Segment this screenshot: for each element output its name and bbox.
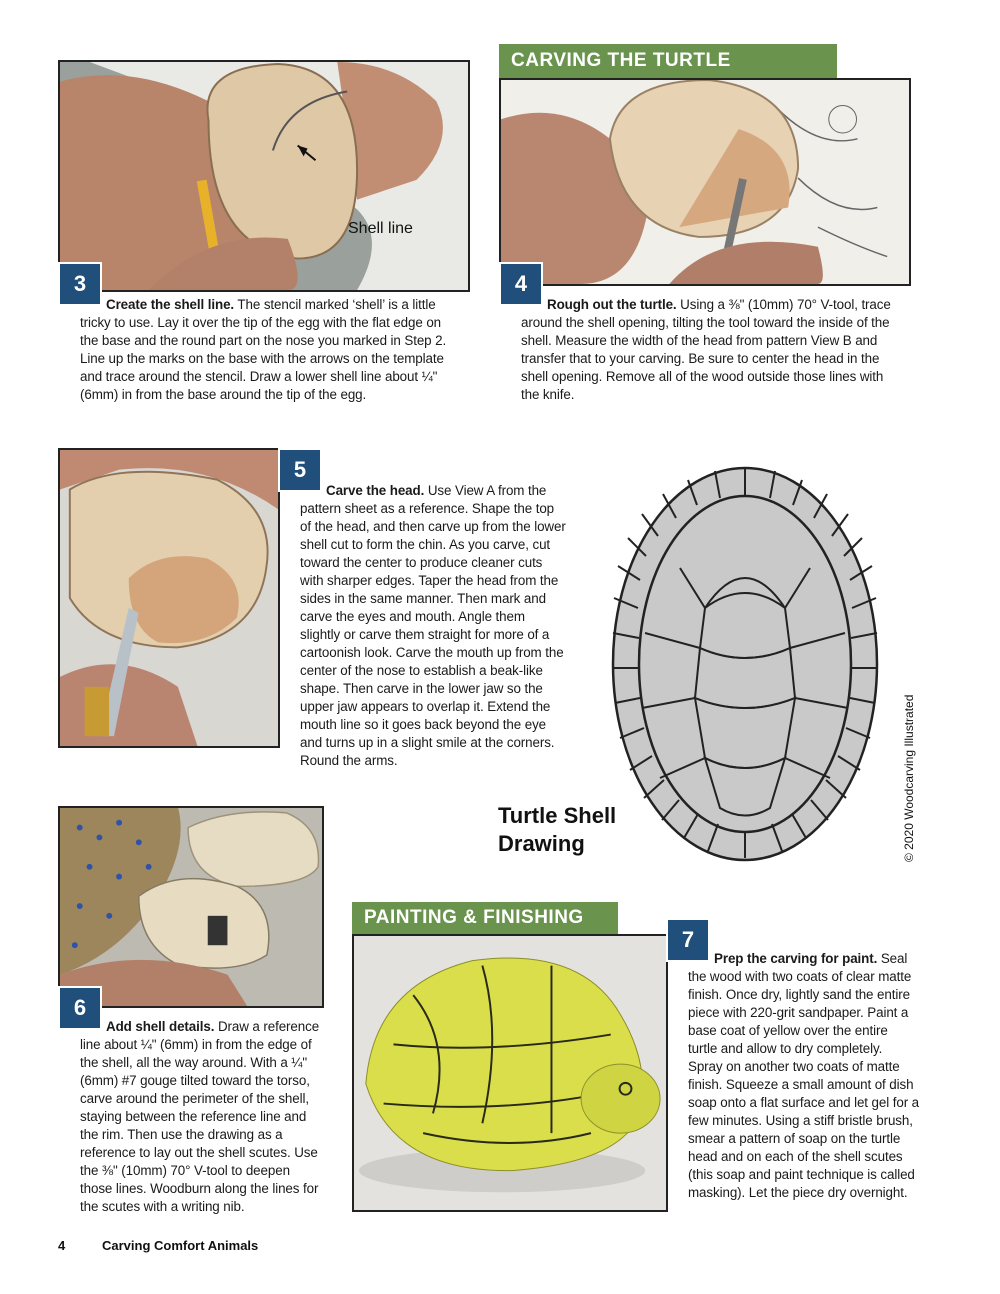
step7-title: Prep the carving for paint.: [714, 951, 878, 966]
step4-body: Using a ⅜" (10mm) 70° V-tool, trace around the shell opening, tilting the tool toward the inside of the shell. Measure the width of the head from pattern View B and transfer that to your carving. Be sure to center the head in the shell opening. Remove all of the wood outside those lines with the knife.: [521, 297, 891, 402]
shell-line-label: Shell line: [348, 220, 413, 237]
step3-text: [80, 296, 460, 404]
step3-body: The stencil marked ‘shell’ is a little tricky to use. Lay it over the tip of the egg with the flat edge on the base and the round part on the nose you marked in Step 2. Line up the marks on the base with the arrows on the template and trace around the stencil. Draw a lower shell line about ¼" (6mm) in from the base around the tip of the egg.: [80, 297, 447, 402]
step6-number: 6: [58, 986, 102, 1030]
step4-title: Rough out the turtle.: [547, 297, 677, 312]
step7-text: [688, 950, 920, 1202]
step4-photo: [499, 78, 911, 286]
section-banner-carving: CARVING THE TURTLE: [499, 44, 837, 78]
step3-photo: [58, 60, 470, 292]
section-banner-painting: PAINTING & FINISHING: [352, 902, 618, 934]
step5-body: Use View A from the pattern sheet as a reference. Shape the top of the head, and then carve up from the lower shell cut to form the chin. As you carve, cut toward the center to produce cleaner cuts with sharper edges. Taper the head from the sides in the same manner. Then mark and carve the eyes and mouth. Angle them slightly or carve them straight for more of a cartoonish look. Carve the mouth up from the center of the nose to establish a beak-like shape. Then carve in the lower jaw so the upper jaw appears to overlap it. Extend the mouth line so it goes back beyond the eye and turns up in a slight smile at the corners. Round the arms.: [300, 483, 566, 768]
step4-number: 4: [499, 262, 543, 306]
step4-text: [521, 296, 901, 404]
step6-text: [80, 1018, 320, 1216]
step7-body: Seal the wood with two coats of clear matte finish. Once dry, lightly sand the entire piece with 220-grit sandpaper. Paint a base coat of yellow over the entire turtle and allow to dry completely. Spray on another two coats of matte finish. Squeeze a small amount of dish soap onto a flat surface and let gel for a few minutes. Using a stiff bristle brush, smear a pattern of soap on the turtle head and on each of the shell scutes (this soap and paint technique is called masking). Let the piece dry overnight.: [688, 951, 920, 1200]
step5-photo: [58, 448, 280, 748]
turtle-shell-drawing: [600, 458, 890, 870]
drawing-title-line1: Turtle Shell: [498, 803, 617, 828]
book-title: Carving Comfort Animals: [102, 1238, 259, 1253]
step5-title: Carve the head.: [326, 483, 425, 498]
page-number: 4: [58, 1238, 66, 1253]
step3-title: Create the shell line.: [106, 297, 235, 312]
step6-title: Add shell details.: [106, 1019, 215, 1034]
copyright-vertical: © 2020 Woodcarving Illustrated: [902, 694, 916, 862]
step7-number: 7: [666, 918, 710, 962]
step6-body: Draw a reference line about ¼" (6mm) in from the edge of the shell, all the way around. With a ¼" (6mm) #7 gouge tilted toward the torso, carve around the perimeter of the shell, staying between the reference line and the rim. Then use the drawing as a reference to lay out the shell scutes. Use the ⅜" (10mm) 70° V-tool to deepen those lines. Woodburn along the lines for the scutes with a writing nib.: [80, 1019, 320, 1214]
drawing-title: [498, 802, 616, 858]
step6-photo: [58, 806, 324, 1008]
step7-photo: [352, 934, 668, 1212]
step5-number: 5: [278, 448, 322, 492]
step3-number: 3: [58, 262, 102, 306]
drawing-title-line2: Drawing: [498, 831, 585, 856]
step5-text: [300, 482, 568, 770]
